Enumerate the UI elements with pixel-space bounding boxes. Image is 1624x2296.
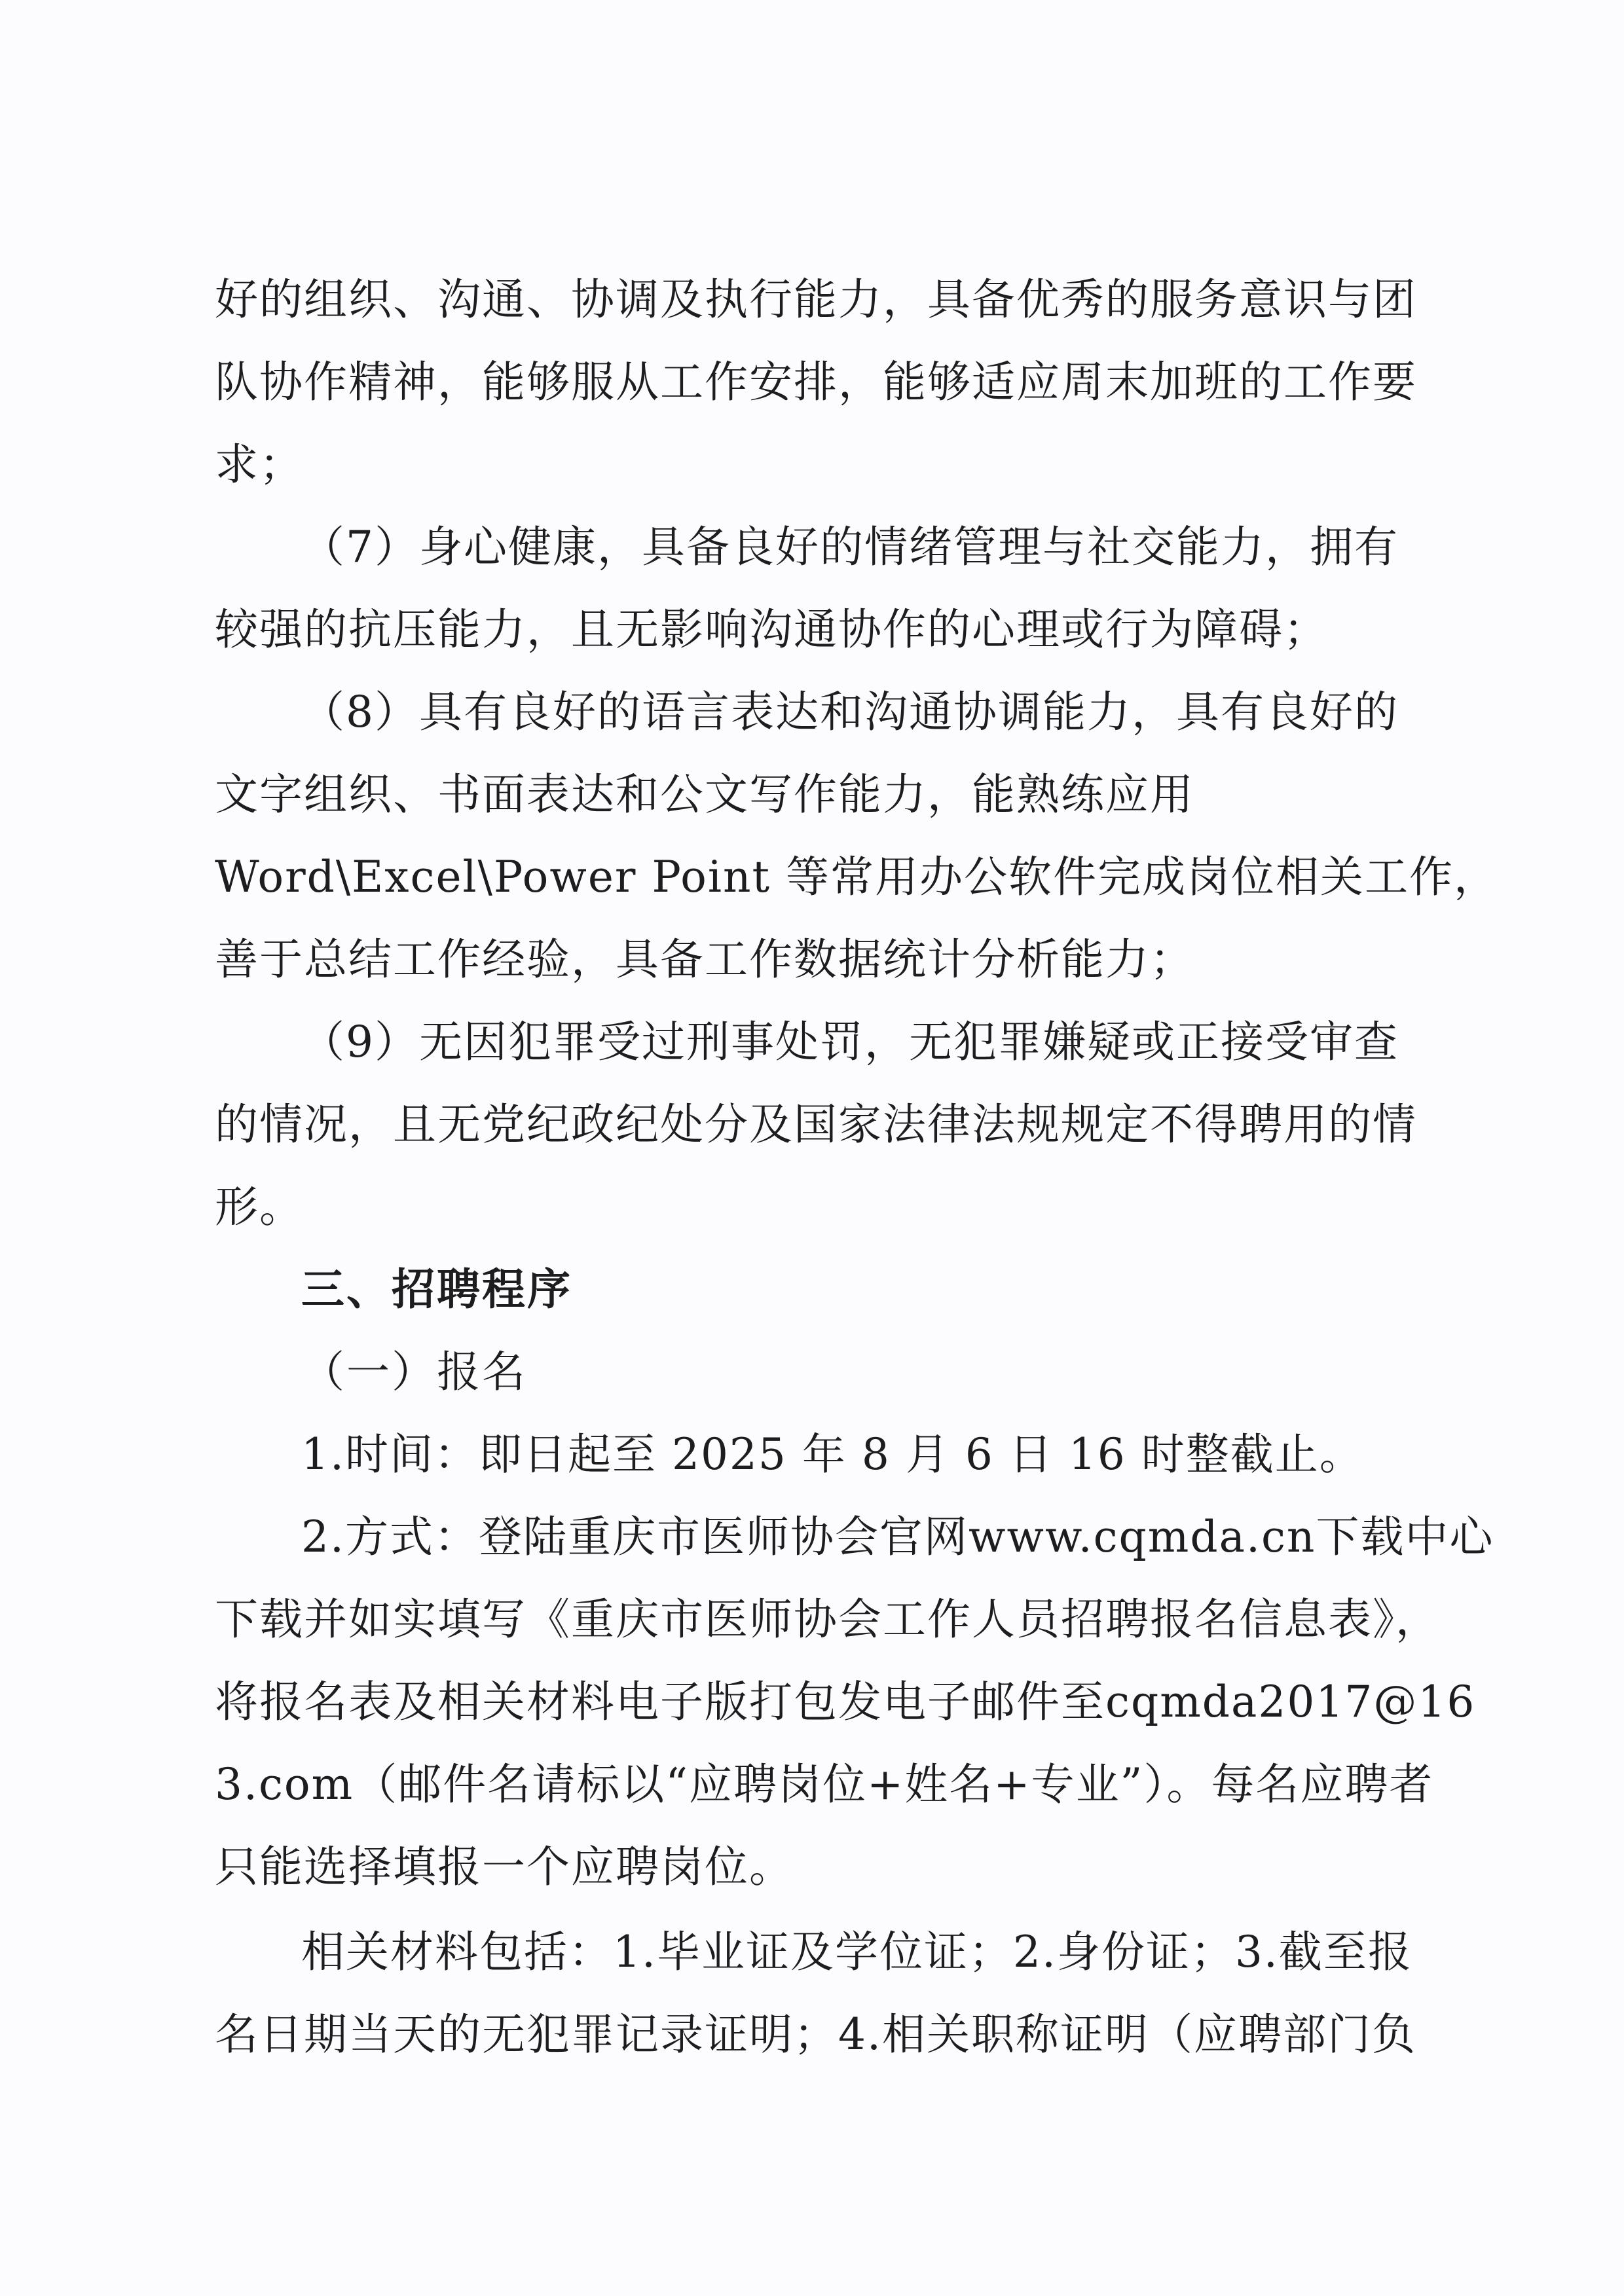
document-body xyxy=(215,259,1499,2076)
item-9-line: （9）无因犯罪受过刑事处罚，无犯罪嫌疑或正接受审查 xyxy=(301,1017,1399,1067)
time-line: 1.时间：即日起至 2025 年 8 月 6 日 16 时整截止。 xyxy=(301,1429,1364,1480)
method-line: 将报名表及相关材料电子版打包发电子邮件至cqmda2017@16 xyxy=(215,1677,1476,1727)
method-line: 2.方式：登陆重庆市医师协会官网www.cqmda.cn下载中心 xyxy=(301,1512,1494,1562)
item-8-line: Word\Excel\Power Point 等常用办公软件完成岗位相关工作， xyxy=(215,852,1499,902)
section-heading: 三、招聘程序 xyxy=(301,1264,572,1315)
materials-line: 名日期当天的无犯罪记录证明；4.相关职称证明（应聘部门负 xyxy=(215,2009,1416,2060)
method-line: 只能选择填报一个应聘岗位。 xyxy=(215,1842,794,1892)
item-8-line: 文字组织、书面表达和公文写作能力，能熟练应用 xyxy=(215,769,1194,820)
item-8-line: （8）具有良好的语言表达和沟通协调能力，具有良好的 xyxy=(301,687,1399,737)
item-7-line: 较强的抗压能力，且无影响沟通协作的心理或行为障碍； xyxy=(215,604,1328,655)
item-7-line: （7）身心健康，具备良好的情绪管理与社交能力，拥有 xyxy=(301,522,1399,572)
item-8-line: 善于总结工作经验，具备工作数据统计分析能力； xyxy=(215,934,1194,985)
item-9-line: 形。 xyxy=(215,1182,304,1232)
method-line: 3.com（邮件名请标以“应聘岗位+姓名+专业”）。每名应聘者 xyxy=(215,1759,1434,1810)
item-9-line: 的情况，且无党纪政纪处分及国家法律法规规定不得聘用的情 xyxy=(215,1099,1417,1150)
subsection-heading: （一）报名 xyxy=(301,1347,527,1397)
paragraph-line: 求； xyxy=(215,439,304,490)
paragraph-line: 队协作精神，能够服从工作安排，能够适应周末加班的工作要 xyxy=(215,357,1417,407)
paragraph-line: 好的组织、沟通、协调及执行能力，具备优秀的服务意识与团 xyxy=(215,274,1417,325)
method-line: 下载并如实填写《重庆市医师协会工作人员招聘报名信息表》， xyxy=(215,1594,1440,1645)
materials-line: 相关材料包括：1.毕业证及学位证；2.身份证；3.截至报 xyxy=(301,1927,1412,1977)
